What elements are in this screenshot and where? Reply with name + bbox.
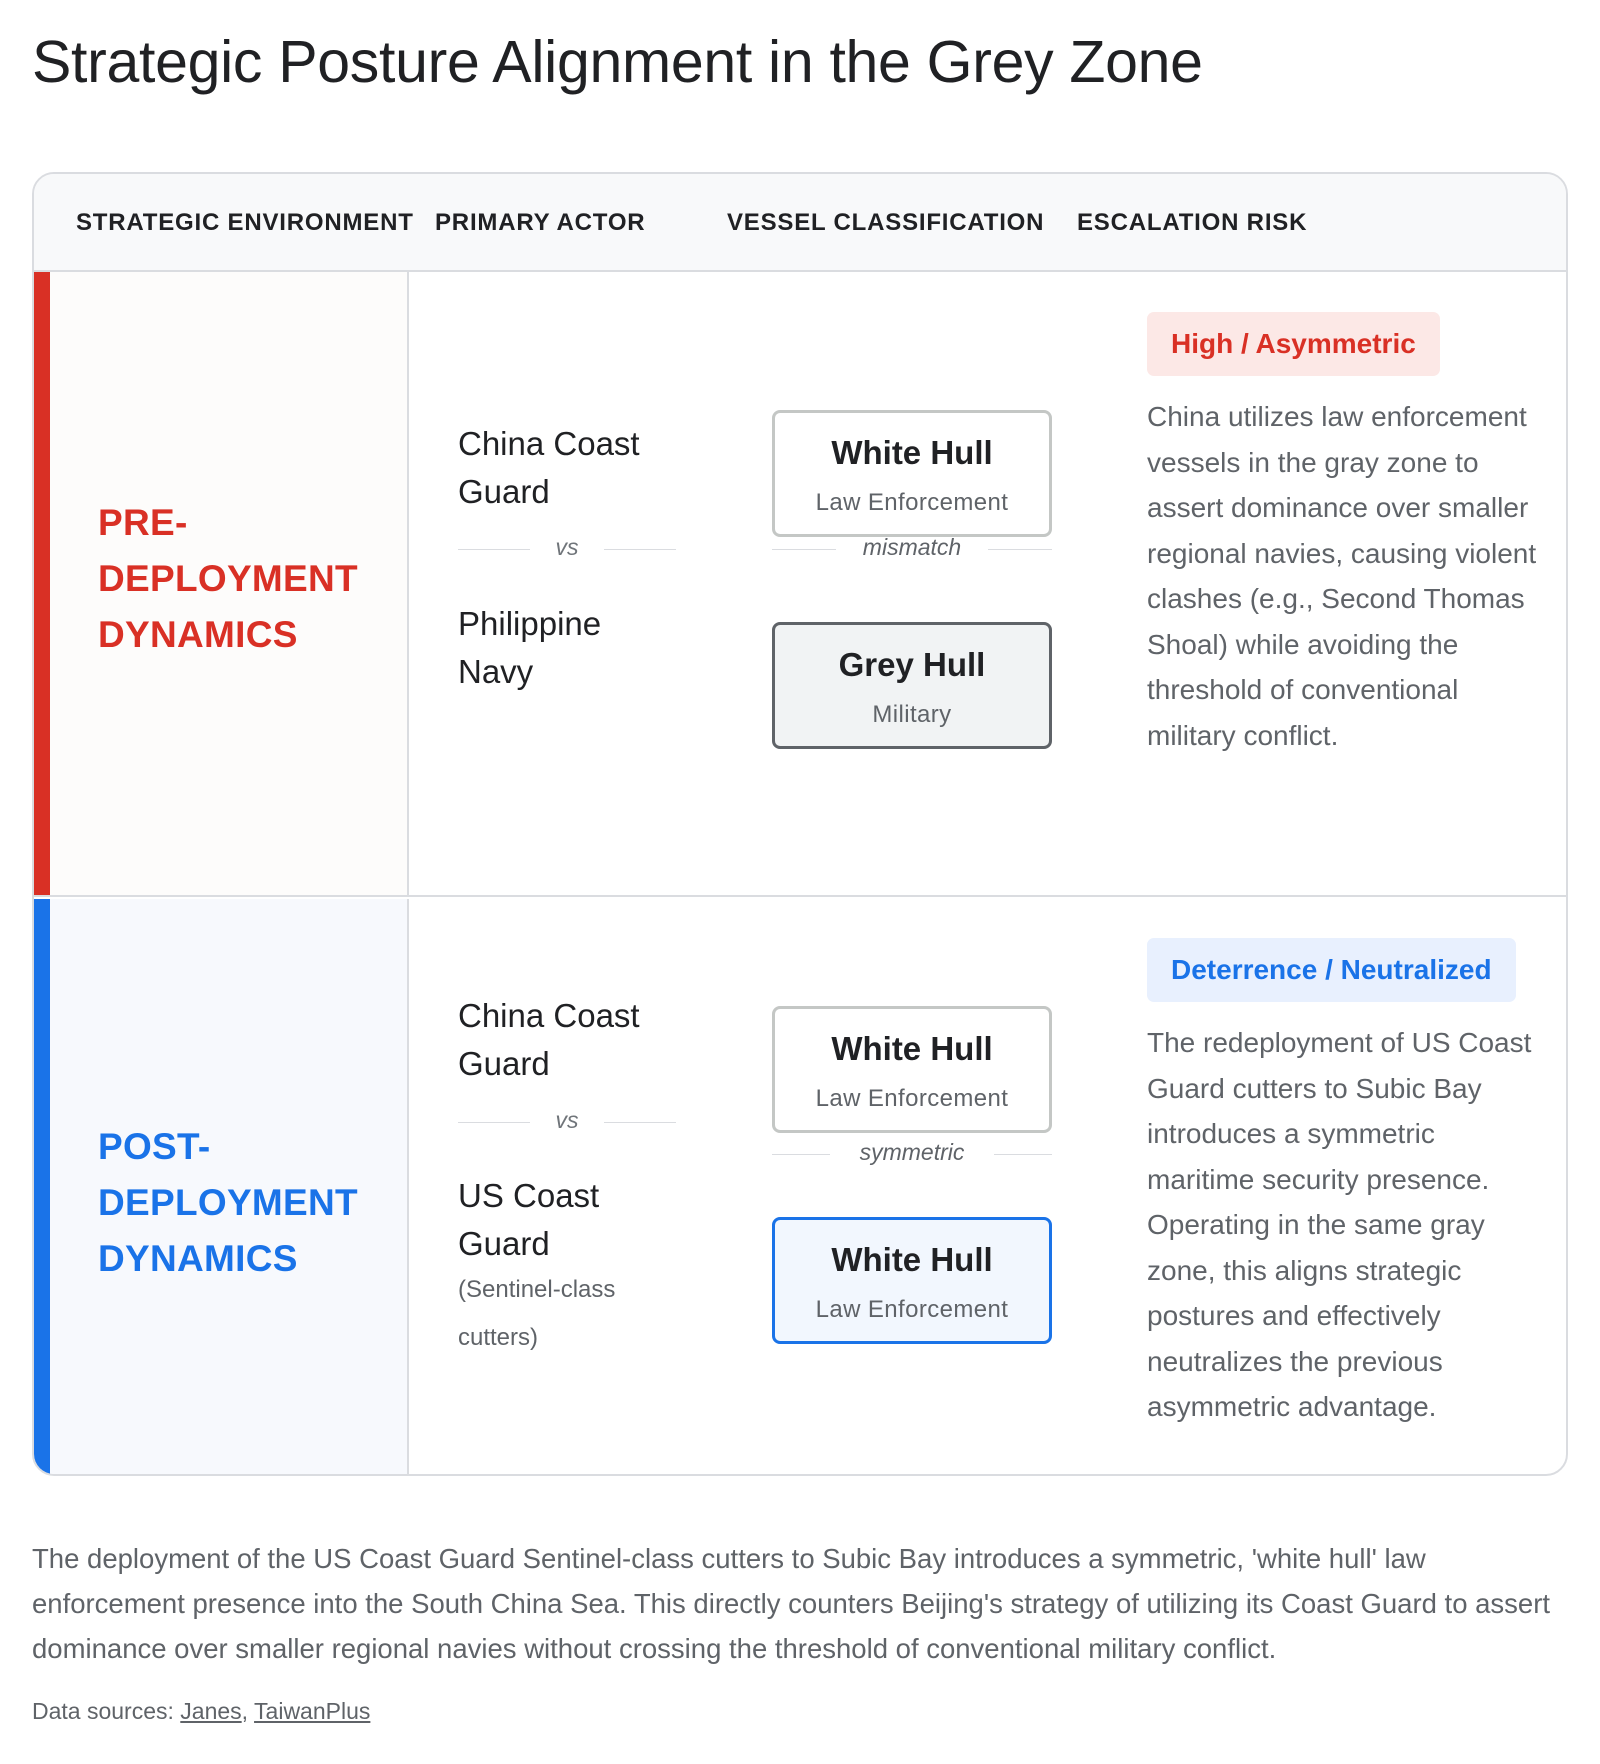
relation-label: mismatch — [862, 534, 962, 560]
environment-label-line: DEPLOYMENT — [98, 1182, 358, 1223]
hull-card-white — [772, 410, 1052, 537]
posture-table — [32, 172, 1568, 1476]
environment-cell — [34, 272, 409, 895]
header-vessel-classification: VESSEL CLASSIFICATION — [727, 209, 1045, 236]
hull-name: White Hull — [831, 1030, 993, 1067]
actor-name-line: Guard — [458, 1225, 550, 1262]
relation-label: symmetric — [859, 1139, 965, 1165]
table-row-post-deployment — [34, 899, 1566, 1476]
actor-note-line: (Sentinel-class — [458, 1276, 616, 1303]
hull-type: Law Enforcement — [815, 1085, 1009, 1112]
source-link-taiwanplus[interactable]: TaiwanPlus — [254, 1698, 371, 1724]
hull-card-white-us — [772, 1217, 1052, 1344]
actor-name-line: Guard — [458, 1045, 550, 1082]
environment-label-line: DEPLOYMENT — [98, 558, 358, 599]
environment-label-line: DYNAMICS — [98, 1238, 298, 1279]
actor-name-line: China Coast — [458, 997, 640, 1034]
actor-name-line: Guard — [458, 473, 550, 510]
actor-name-line: Navy — [458, 653, 534, 690]
hull-type: Law Enforcement — [815, 1296, 1009, 1323]
header-strategic-environment: STRATEGIC ENVIRONMENT — [76, 209, 414, 236]
vs-label: vs — [555, 534, 579, 560]
source-separator: , — [241, 1698, 255, 1724]
table-row-pre-deployment — [34, 272, 1566, 897]
table-header — [34, 174, 1566, 272]
environment-label-line: PRE- — [98, 502, 188, 543]
environment-label — [98, 495, 358, 663]
relation-divider — [772, 534, 1052, 564]
divider-line — [604, 1122, 676, 1123]
sources-label: Data sources: — [32, 1698, 174, 1724]
hull-type: Military — [872, 701, 952, 728]
actor-bottom — [458, 600, 601, 696]
actor-name-line: US Coast — [458, 1177, 600, 1214]
environment-label-line: DYNAMICS — [98, 614, 298, 655]
risk-badge: High / Asymmetric — [1147, 312, 1440, 376]
environment-cell — [34, 899, 409, 1476]
actor-top — [458, 420, 640, 516]
header-escalation-risk: ESCALATION RISK — [1077, 209, 1308, 236]
hull-name: White Hull — [831, 434, 993, 471]
environment-label-line: POST- — [98, 1126, 211, 1167]
relation-divider — [772, 1139, 1052, 1169]
actor-bottom — [458, 1172, 599, 1268]
risk-badge: Deterrence / Neutralized — [1147, 938, 1516, 1002]
actor-name-line: China Coast — [458, 425, 640, 462]
vs-divider — [458, 1107, 676, 1137]
page-title: Strategic Posture Alignment in the Grey Zone — [32, 29, 1203, 95]
header-primary-actor: PRIMARY ACTOR — [435, 209, 646, 236]
risk-description: China utilizes law enforcement vessels in the gray zone to assert dominance over smaller regional navies, causing violent clashes (e.g., Second Thomas Shoal) while avoiding the threshold of conventional military conflict. — [1147, 401, 1537, 751]
divider-line — [988, 549, 1052, 550]
hull-card-grey — [772, 622, 1052, 749]
vs-label: vs — [555, 1107, 579, 1133]
summary-text: The deployment of the US Coast Guard Sentinel-class cutters to Subic Bay introduces a symmetric, 'white hull' law enforcement presence into the South China Sea. This directly counters Beijing's strategy of utilizing its Coast Guard to assert dominance over smaller regional navies without crossing the threshold of conventional military conflict. — [32, 1543, 1551, 1664]
hull-name: Grey Hull — [838, 646, 986, 683]
divider-line — [604, 549, 676, 550]
hull-type: Law Enforcement — [815, 489, 1009, 516]
actor-note-line: cutters) — [458, 1324, 539, 1351]
hull-name: White Hull — [831, 1241, 993, 1278]
divider-line — [994, 1154, 1052, 1155]
source-link-janes[interactable]: Janes — [180, 1698, 242, 1724]
actor-top — [458, 992, 640, 1088]
actor-bottom-note — [458, 1266, 615, 1362]
data-sources — [32, 1698, 370, 1725]
actor-name-line: Philippine — [458, 605, 602, 642]
vs-divider — [458, 534, 676, 564]
environment-label — [98, 1119, 358, 1287]
hull-card-white — [772, 1006, 1052, 1133]
risk-description: The redeployment of US Coast Guard cutters to Subic Bay introduces a symmetric maritime security presence. Operating in the same gray zone, this aligns strategic postures and effectively neutralizes the previous asymmetric advantage. — [1147, 1027, 1532, 1422]
